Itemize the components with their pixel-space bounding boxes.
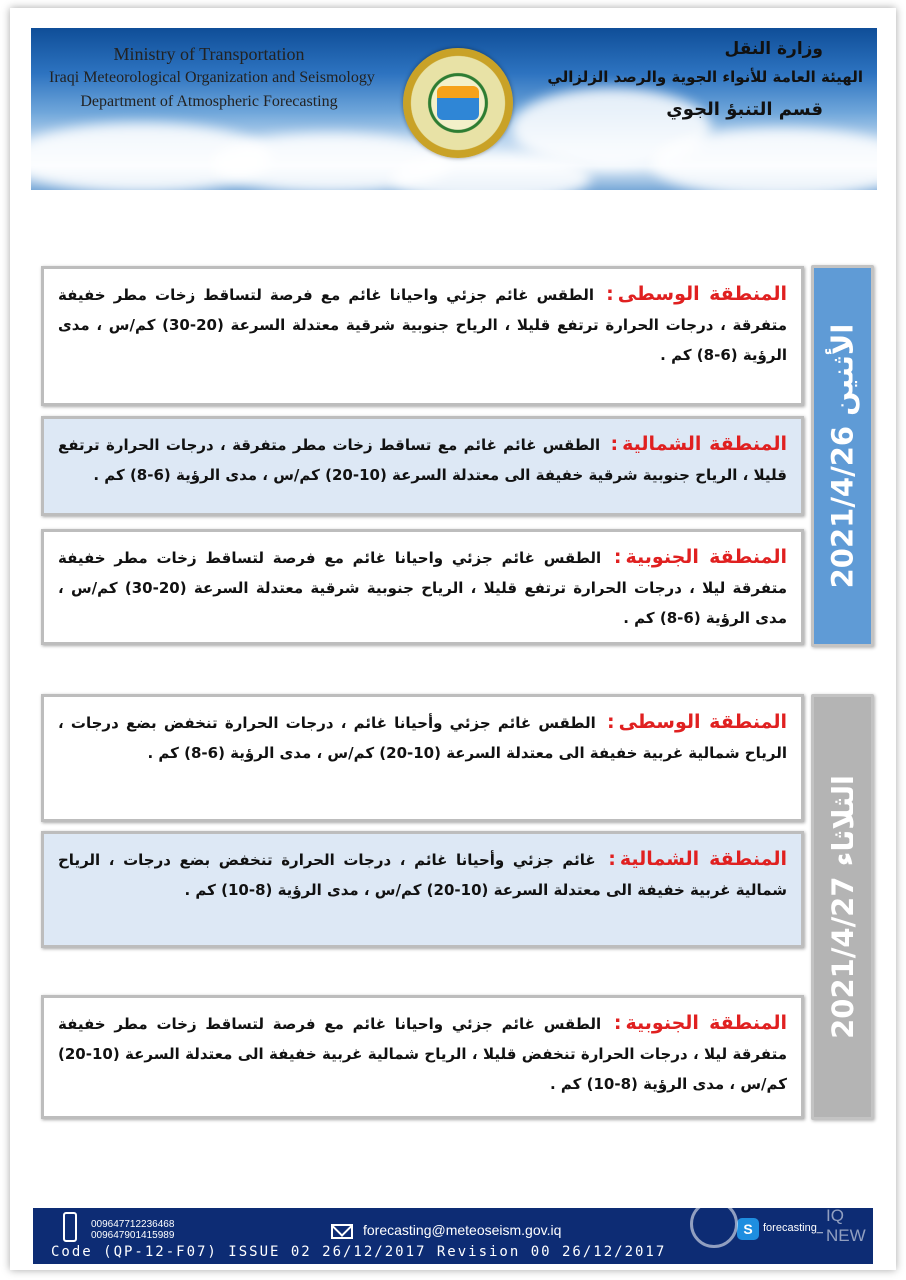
region-name: المنطقة الجنوبية [625, 546, 787, 568]
forecast-region-box: المنطقة الشمالية: الطقس غائم غائم مع تساقط زخات مطر متفرقة ، درجات الحرارة ترتفع قليلا ، الرياح جنوبية شرقية خفيفة الى معتدلة السرعة (10-20) كم/س ، مدى الرؤية (6-8) كم . [41, 416, 804, 516]
sun-cloud-emblem [437, 86, 479, 120]
region-name: المنطقة الشمالية [619, 848, 787, 870]
skype-icon: S [737, 1218, 759, 1240]
region-forecast-text: الطقس غائم جزئي واحيانا غائم مع فرصة لتساقط زخات مطر خفيفة متفرقة ليلا ، درجات الحرارة ترتفع قليلا ، الرياح جنوبية شرقية معتدلة السرعة (20-30) كم/س ، مدى الرؤية (6-8) كم . [58, 549, 787, 627]
phone-numbers [91, 1219, 174, 1241]
email-address[interactable]: forecasting@meteoseism.gov.iq [363, 1222, 562, 1238]
forecast-region-box: المنطقة الشمالية: غائم جزئي وأحيانا غائم ، درجات الحرارة تنخفض بضع درجات ، الرياح شمالية غربية خفيفة الى معتدلة السرعة (10-20) كم/س ، مدى الرؤية (8-10) كم . [41, 831, 804, 948]
region-forecast-text: غائم جزئي وأحيانا غائم ، درجات الحرارة تنخفض بضع درجات ، الرياح شمالية غربية خفيفة الى معتدلة السرعة (10-20) كم/س ، مدى الرؤية (8-10) كم . [58, 851, 787, 899]
region-forecast-text: الطقس غائم جزئي واحيانا غائم مع فرصة لتساقط زخات مطر خفيفة متفرقة ليلا ، درجات الحرارة تنخفض قليلا ، الرياح شمالية غربية خفيفة الى معتدلة السرعة (10-20) كم/س ، مدى الرؤية (8-10) كم . [58, 1015, 787, 1093]
department-name: Department of Atmospheric Forecasting [80, 93, 338, 110]
region-forecast-text: الطقس غائم جزئي واحيانا غائم مع فرصة لتساقط زخات مطر خفيفة متفرقة ، درجات الحرارة ترتفع قليلا ، الرياح جنوبية شرقية معتدلة السرعة (20-30) كم/س ، مدى الرؤية (6-8) كم . [58, 286, 787, 364]
forecast-region-box: المنطقة الوسطى: الطقس غائم جزئي واحيانا غائم مع فرصة لتساقط زخات مطر خفيفة متفرقة ، درجات الحرارة ترتفع قليلا ، الرياح جنوبية شرقية معتدلة السرعة (20-30) كم/س ، مدى الرؤية (6-8) كم . [41, 266, 804, 406]
day-date-label: الأثنين 2021/4/26 [825, 323, 860, 589]
organization-name-ar: الهيئة العامة للأنواء الجوية والرصد الزلزالي [547, 68, 863, 86]
organization-name: Iraqi Meteorological Organization and Seismology [49, 69, 375, 86]
watermark-logo-icon [690, 1200, 738, 1248]
document-code-line: Code (QP-12-F07) ISSUE 02 26/12/2017 Revision 00 26/12/2017 [51, 1244, 667, 1260]
phone-number: 009647901415989 [91, 1230, 175, 1241]
envelope-icon [331, 1224, 353, 1239]
day-label-band [811, 694, 874, 1120]
forecast-region-box: المنطقة الجنوبية: الطقس غائم جزئي واحيانا غائم مع فرصة لتساقط زخات مطر خفيفة متفرقة ليلا ، درجات الحرارة تنخفض قليلا ، الرياح شمالية غربية خفيفة الى معتدلة السرعة (10-20) كم/س ، مدى الرؤية (8-10) كم . [41, 995, 804, 1119]
ministry-name: Ministry of Transportation [113, 44, 305, 64]
region-name: المنطقة الوسطى [618, 711, 788, 733]
region-name: المنطقة الجنوبية [625, 1012, 787, 1034]
watermark-text: IQ NEW [826, 1206, 866, 1245]
phone-number: 009647712236468 [91, 1219, 175, 1230]
header-banner [31, 28, 877, 190]
arabic-org-title [547, 36, 863, 128]
mobile-phone-icon [63, 1212, 77, 1242]
forecast-region-box: المنطقة الوسطى: الطقس غائم جزئي وأحيانا غائم ، درجات الحرارة تنخفض بضع درجات ، الرياح شمالية غربية خفيفة الى معتدلة السرعة (10-20) كم/س ، مدى الرؤية (6-8) كم . [41, 694, 804, 822]
site-watermark [690, 1198, 880, 1258]
skype-handle: forecasting_ [763, 1222, 823, 1234]
department-name-ar: قسم التنبؤ الجوي [666, 99, 823, 120]
day-label-band [811, 265, 874, 647]
ministry-name-ar: وزارة النقل [724, 39, 823, 59]
forecast-region-box: المنطقة الجنوبية: الطقس غائم جزئي واحيانا غائم مع فرصة لتساقط زخات مطر خفيفة متفرقة ليلا ، درجات الحرارة ترتفع قليلا ، الرياح جنوبية شرقية معتدلة السرعة (20-30) كم/س ، مدى الرؤية (6-8) كم . [41, 529, 804, 645]
region-name: المنطقة الشمالية [622, 433, 787, 455]
region-name: المنطقة الوسطى [617, 283, 787, 305]
day-date-label: الثلاثاء 2021/4/27 [825, 775, 860, 1039]
region-forecast-text: الطقس غائم غائم مع تساقط زخات مطر متفرقة ، درجات الحرارة ترتفع قليلا ، الرياح جنوبية شرقية خفيفة الى معتدلة السرعة (10-20) كم/س ، مدى الرؤية (6-8) كم . [58, 436, 787, 484]
meteorological-organization-seal-icon [403, 48, 513, 158]
english-org-title [49, 42, 375, 114]
region-forecast-text: الطقس غائم جزئي وأحيانا غائم ، درجات الحرارة تنخفض بضع درجات ، الرياح شمالية غربية خفيفة الى معتدلة السرعة (10-20) كم/س ، مدى الرؤية (6-8) كم . [58, 714, 787, 762]
